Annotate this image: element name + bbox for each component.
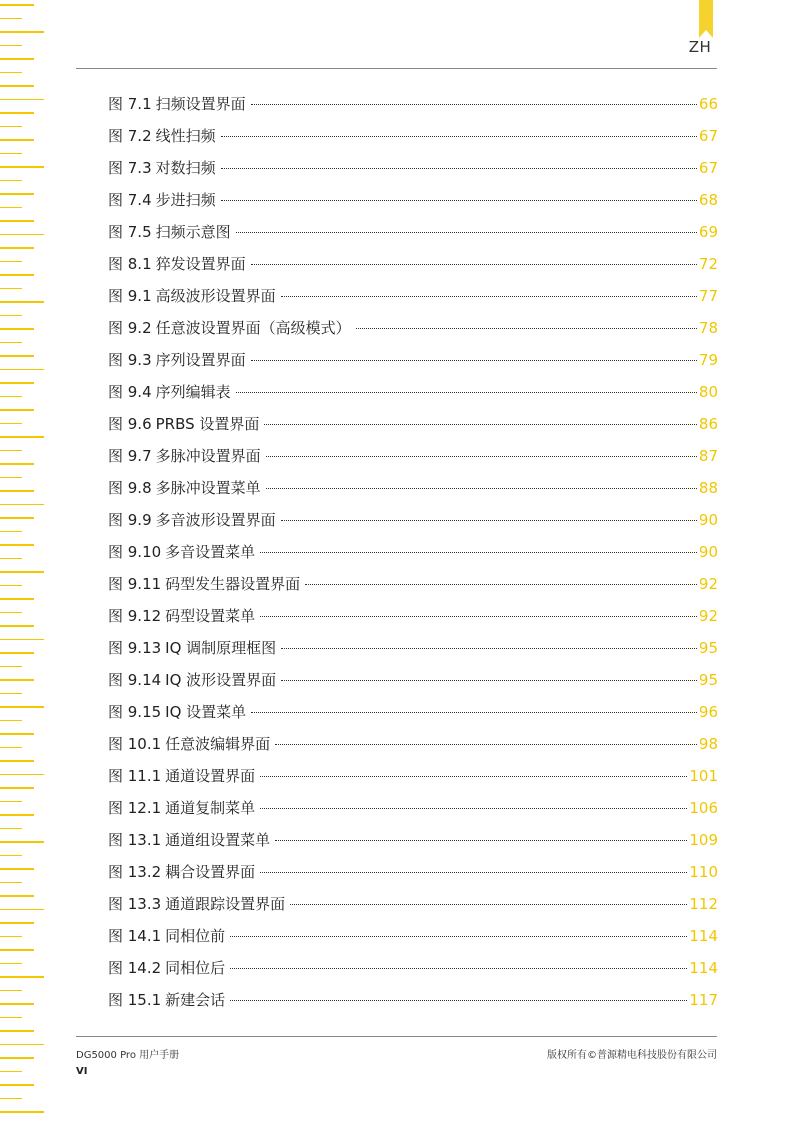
figure-number: 图 9.1 xyxy=(108,287,152,305)
toc-entry[interactable] xyxy=(108,824,718,856)
page-link[interactable]: 95 xyxy=(698,671,718,689)
ruler-tick xyxy=(0,531,22,533)
dot-leader xyxy=(266,488,697,489)
dot-leader xyxy=(230,968,687,969)
toc-entry-label xyxy=(108,600,255,632)
figure-title: 码型发生器设置界面 xyxy=(165,575,301,593)
manual-title: DG5000 Pro 用户手册 xyxy=(76,1050,180,1061)
ruler-tick xyxy=(0,666,22,668)
ruler-tick xyxy=(0,828,22,830)
page-link[interactable]: 79 xyxy=(698,351,718,369)
toc-entry-label xyxy=(108,568,300,600)
toc-entry-label xyxy=(108,696,246,728)
toc-entry-label xyxy=(108,184,216,216)
figure-number: 图 9.15 xyxy=(108,703,162,721)
figure-title: 扫频设置界面 xyxy=(155,95,246,113)
page-link[interactable]: 95 xyxy=(698,639,718,657)
dot-leader xyxy=(221,168,697,169)
toc-entry-label xyxy=(108,248,246,280)
dot-leader xyxy=(264,424,696,425)
figure-title: 高级波形设置界面 xyxy=(155,287,276,305)
page-link[interactable]: 101 xyxy=(689,767,718,785)
figure-title: 新建会话 xyxy=(165,991,226,1009)
ruler-tick xyxy=(0,544,34,546)
figure-title: 多音波形设置界面 xyxy=(155,511,276,529)
toc-entry-label xyxy=(108,440,261,472)
toc-entry[interactable] xyxy=(108,408,718,440)
ruler-tick xyxy=(0,45,22,47)
dot-leader xyxy=(236,392,697,393)
ruler-tick xyxy=(0,612,22,614)
page-link[interactable]: 110 xyxy=(689,863,718,881)
ruler-tick xyxy=(0,733,34,735)
ruler-tick xyxy=(0,558,22,560)
toc-entry-label xyxy=(108,824,270,856)
figure-number: 图 11.1 xyxy=(108,767,162,785)
ruler-tick xyxy=(0,882,22,884)
toc-entry[interactable] xyxy=(108,760,718,792)
ruler-tick xyxy=(0,112,34,114)
dot-leader xyxy=(305,584,697,585)
figure-number: 图 13.1 xyxy=(108,831,162,849)
page-link[interactable]: 109 xyxy=(689,831,718,849)
toc-entry[interactable] xyxy=(108,504,718,536)
ruler-tick xyxy=(0,747,22,749)
figure-title: 通道设置界面 xyxy=(165,767,256,785)
ruler-tick xyxy=(0,625,34,627)
toc-entry-label xyxy=(108,88,246,120)
figure-title: 多音设置菜单 xyxy=(165,543,256,561)
ruler-tick xyxy=(0,1071,22,1073)
ruler-tick xyxy=(0,18,22,20)
figure-number: 图 12.1 xyxy=(108,799,162,817)
toc-entry-label xyxy=(108,472,261,504)
dot-leader xyxy=(236,232,697,233)
ruler-tick xyxy=(0,315,22,317)
ruler-tick xyxy=(0,1017,22,1019)
ruler-tick xyxy=(0,85,34,87)
ruler-tick xyxy=(0,1057,34,1059)
toc-entry-label xyxy=(108,856,255,888)
page-link[interactable]: 106 xyxy=(689,799,718,817)
toc-entry-label xyxy=(108,280,276,312)
ruler-tick xyxy=(0,463,34,465)
figure-number: 图 9.13 xyxy=(108,639,162,657)
toc-entry-label xyxy=(108,344,246,376)
toc-entry-label xyxy=(108,376,231,408)
ruler-tick xyxy=(0,261,22,263)
ruler-tick xyxy=(0,166,44,168)
figure-number: 图 9.2 xyxy=(108,319,152,337)
dot-leader xyxy=(260,776,687,777)
toc-entry[interactable] xyxy=(108,472,718,504)
dot-leader xyxy=(290,904,687,905)
ruler-tick xyxy=(0,841,44,843)
figure-number: 图 9.11 xyxy=(108,575,162,593)
figure-number: 图 9.14 xyxy=(108,671,162,689)
ruler-tick xyxy=(0,342,22,344)
figure-number: 图 7.2 xyxy=(108,127,152,145)
ruler-tick xyxy=(0,990,22,992)
ruler-tick xyxy=(0,126,22,128)
figure-number: 图 9.10 xyxy=(108,543,162,561)
dot-leader xyxy=(230,1000,687,1001)
ruler-tick xyxy=(0,517,34,519)
ruler-tick xyxy=(0,1111,44,1113)
figure-title: IQ 设置菜单 xyxy=(165,703,247,721)
ruler-tick xyxy=(0,868,34,870)
ruler-tick xyxy=(0,814,34,816)
ruler-tick xyxy=(0,423,22,425)
dot-leader xyxy=(221,200,697,201)
figure-title: 多脉冲设置界面 xyxy=(155,447,261,465)
ruler-tick xyxy=(0,855,22,857)
language-tab-label: ZH xyxy=(688,38,712,56)
figure-title: 耦合设置界面 xyxy=(165,863,256,881)
figure-title: PRBS 设置界面 xyxy=(155,415,260,433)
dot-leader xyxy=(356,328,697,329)
page-link[interactable]: 90 xyxy=(698,543,718,561)
figure-number: 图 9.12 xyxy=(108,607,162,625)
ruler-tick xyxy=(0,193,34,195)
ruler-tick xyxy=(0,1003,34,1005)
figure-number: 图 7.5 xyxy=(108,223,152,241)
page-link[interactable]: 90 xyxy=(698,511,718,529)
figure-title: 通道跟踪设置界面 xyxy=(165,895,286,913)
toc-entry[interactable] xyxy=(108,376,718,408)
dot-leader xyxy=(230,936,687,937)
toc-entry-label xyxy=(108,984,225,1016)
page-link[interactable]: 98 xyxy=(698,735,718,753)
ruler-tick xyxy=(0,31,44,33)
toc-entry-label xyxy=(108,408,259,440)
dot-leader xyxy=(260,872,687,873)
page-link[interactable]: 114 xyxy=(689,927,718,945)
figure-number: 图 13.2 xyxy=(108,863,162,881)
ruler-tick xyxy=(0,490,34,492)
toc-entry[interactable] xyxy=(108,536,718,568)
figure-title: 序列设置界面 xyxy=(155,351,246,369)
ruler-tick xyxy=(0,787,34,789)
ruler-tick xyxy=(0,436,44,438)
ruler-tick xyxy=(0,58,34,60)
toc-entry-label xyxy=(108,920,225,952)
toc-entry-label xyxy=(108,664,276,696)
ruler-tick xyxy=(0,409,34,411)
ruler-tick xyxy=(0,4,34,6)
toc-entry-label xyxy=(108,728,270,760)
ruler-tick xyxy=(0,909,44,911)
toc-entry[interactable] xyxy=(108,248,718,280)
figure-title: 扫频示意图 xyxy=(155,223,231,241)
ruler-tick xyxy=(0,693,22,695)
toc-entry[interactable] xyxy=(108,344,718,376)
page-link[interactable]: 72 xyxy=(698,255,718,273)
toc-entry-label xyxy=(108,216,231,248)
figure-number: 图 7.4 xyxy=(108,191,152,209)
page-link[interactable]: 80 xyxy=(698,383,718,401)
toc-entry-label xyxy=(108,888,285,920)
dot-leader xyxy=(260,616,697,617)
dot-leader xyxy=(281,680,697,681)
page-link[interactable]: 66 xyxy=(698,95,718,113)
figure-title: 码型设置菜单 xyxy=(165,607,256,625)
toc-entry[interactable] xyxy=(108,920,718,952)
page-link[interactable]: 86 xyxy=(698,415,718,433)
ruler-tick xyxy=(0,1098,22,1100)
ruler-tick xyxy=(0,72,22,74)
figure-number: 图 9.7 xyxy=(108,447,152,465)
toc-entry[interactable] xyxy=(108,216,718,248)
ruler-tick xyxy=(0,274,34,276)
figure-title: 通道复制菜单 xyxy=(165,799,256,817)
ruler-tick xyxy=(0,153,22,155)
page-number: VI xyxy=(76,1066,88,1077)
ruler-tick xyxy=(0,247,34,249)
figure-title: 任意波设置界面（高级模式） xyxy=(155,319,351,337)
figure-number: 图 8.1 xyxy=(108,255,152,273)
ruler-tick xyxy=(0,450,22,452)
ruler-tick xyxy=(0,207,22,209)
toc-entry[interactable] xyxy=(108,280,718,312)
toc-entry[interactable] xyxy=(108,664,718,696)
figure-number: 图 7.3 xyxy=(108,159,152,177)
ruler-tick xyxy=(0,504,44,506)
ruler-tick xyxy=(0,99,44,101)
ruler-tick xyxy=(0,639,44,641)
figure-number: 图 9.9 xyxy=(108,511,152,529)
ruler-tick xyxy=(0,598,34,600)
ruler-tick xyxy=(0,963,22,965)
toc-entry[interactable] xyxy=(108,568,718,600)
toc-entry[interactable] xyxy=(108,600,718,632)
dot-leader xyxy=(266,456,697,457)
toc-entry[interactable] xyxy=(108,856,718,888)
toc-entry-label xyxy=(108,120,216,152)
ruler-tick xyxy=(0,396,22,398)
left-edge-ruler xyxy=(0,0,50,1122)
toc-entry-label xyxy=(108,952,225,984)
ruler-tick xyxy=(0,895,34,897)
ruler-tick xyxy=(0,382,34,384)
figure-number: 图 9.3 xyxy=(108,351,152,369)
toc-entry[interactable] xyxy=(108,184,718,216)
ruler-tick xyxy=(0,328,34,330)
toc-entry-label xyxy=(108,760,255,792)
figure-title: 同相位前 xyxy=(165,927,226,945)
header-rule xyxy=(76,68,717,69)
dot-leader xyxy=(281,520,697,521)
dot-leader xyxy=(251,712,697,713)
page-link[interactable]: 67 xyxy=(698,159,718,177)
ruler-tick xyxy=(0,585,22,587)
dot-leader xyxy=(251,264,697,265)
ruler-tick xyxy=(0,801,22,803)
figure-title: 线性扫频 xyxy=(155,127,216,145)
ruler-tick xyxy=(0,1030,34,1032)
figure-number: 图 10.1 xyxy=(108,735,162,753)
figure-number: 图 14.1 xyxy=(108,927,162,945)
ruler-tick xyxy=(0,760,34,762)
page-link[interactable]: 87 xyxy=(698,447,718,465)
ruler-tick xyxy=(0,369,44,371)
page-link[interactable]: 92 xyxy=(698,607,718,625)
dot-leader xyxy=(221,136,697,137)
figure-number: 图 13.3 xyxy=(108,895,162,913)
figure-title: 通道组设置菜单 xyxy=(165,831,271,849)
toc-entry-label xyxy=(108,632,276,664)
ruler-tick xyxy=(0,234,44,236)
toc-entry[interactable] xyxy=(108,88,718,120)
ruler-tick xyxy=(0,976,44,978)
figure-title: 对数扫频 xyxy=(155,159,216,177)
page-link[interactable]: 88 xyxy=(698,479,718,497)
dot-leader xyxy=(251,104,697,105)
toc-entry[interactable] xyxy=(108,792,718,824)
page-link[interactable]: 78 xyxy=(698,319,718,337)
page-link[interactable]: 77 xyxy=(698,287,718,305)
dot-leader xyxy=(260,552,697,553)
page-link[interactable]: 67 xyxy=(698,127,718,145)
dot-leader xyxy=(281,296,697,297)
toc-entry[interactable] xyxy=(108,312,718,344)
figure-number: 图 9.8 xyxy=(108,479,152,497)
figure-title: 同相位后 xyxy=(165,959,226,977)
dot-leader xyxy=(275,744,697,745)
page-link[interactable]: 114 xyxy=(689,959,718,977)
figure-title: 步进扫频 xyxy=(155,191,216,209)
toc-entry[interactable] xyxy=(108,152,718,184)
toc-entry[interactable] xyxy=(108,984,718,1016)
ruler-tick xyxy=(0,774,44,776)
language-tab-marker-tip xyxy=(699,30,713,38)
figure-number: 图 14.2 xyxy=(108,959,162,977)
page-link[interactable]: 96 xyxy=(698,703,718,721)
copyright-notice: 版权所有©普源精电科技股份有限公司 xyxy=(547,1050,717,1061)
ruler-tick xyxy=(0,720,22,722)
figure-title: 序列编辑表 xyxy=(155,383,231,401)
ruler-tick xyxy=(0,477,22,479)
figure-title: 猝发设置界面 xyxy=(155,255,246,273)
language-tab-marker xyxy=(699,0,713,30)
page-link[interactable]: 92 xyxy=(698,575,718,593)
dot-leader xyxy=(281,648,697,649)
dot-leader xyxy=(275,840,687,841)
figure-list xyxy=(108,88,718,1016)
page-link[interactable]: 68 xyxy=(698,191,718,209)
toc-entry[interactable] xyxy=(108,632,718,664)
ruler-tick xyxy=(0,355,34,357)
ruler-tick xyxy=(0,571,44,573)
figure-title: 多脉冲设置菜单 xyxy=(155,479,261,497)
page-link[interactable]: 117 xyxy=(689,991,718,1009)
figure-title: IQ 波形设置界面 xyxy=(165,671,277,689)
ruler-tick xyxy=(0,180,22,182)
page-link[interactable]: 112 xyxy=(689,895,718,913)
figure-number: 图 9.6 xyxy=(108,415,152,433)
figure-number: 图 15.1 xyxy=(108,991,162,1009)
toc-entry-label xyxy=(108,312,351,344)
page-link[interactable]: 69 xyxy=(698,223,718,241)
toc-entry[interactable] xyxy=(108,728,718,760)
ruler-tick xyxy=(0,1084,34,1086)
toc-entry-label xyxy=(108,536,255,568)
ruler-tick xyxy=(0,922,34,924)
toc-entry-label xyxy=(108,792,255,824)
footer-rule xyxy=(76,1036,717,1037)
ruler-tick xyxy=(0,301,44,303)
ruler-tick xyxy=(0,220,34,222)
ruler-tick xyxy=(0,679,34,681)
ruler-tick xyxy=(0,936,22,938)
toc-entry-label xyxy=(108,504,276,536)
figure-title: IQ 调制原理框图 xyxy=(165,639,277,657)
ruler-tick xyxy=(0,706,44,708)
toc-entry-label xyxy=(108,152,216,184)
toc-entry[interactable] xyxy=(108,120,718,152)
ruler-tick xyxy=(0,288,22,290)
figure-number: 图 9.4 xyxy=(108,383,152,401)
toc-entry[interactable] xyxy=(108,952,718,984)
toc-entry[interactable] xyxy=(108,440,718,472)
toc-entry[interactable] xyxy=(108,888,718,920)
ruler-tick xyxy=(0,139,34,141)
ruler-tick xyxy=(0,652,34,654)
dot-leader xyxy=(260,808,687,809)
toc-entry[interactable] xyxy=(108,696,718,728)
ruler-tick xyxy=(0,949,34,951)
dot-leader xyxy=(251,360,697,361)
figure-number: 图 7.1 xyxy=(108,95,152,113)
ruler-tick xyxy=(0,1044,44,1046)
figure-title: 任意波编辑界面 xyxy=(165,735,271,753)
